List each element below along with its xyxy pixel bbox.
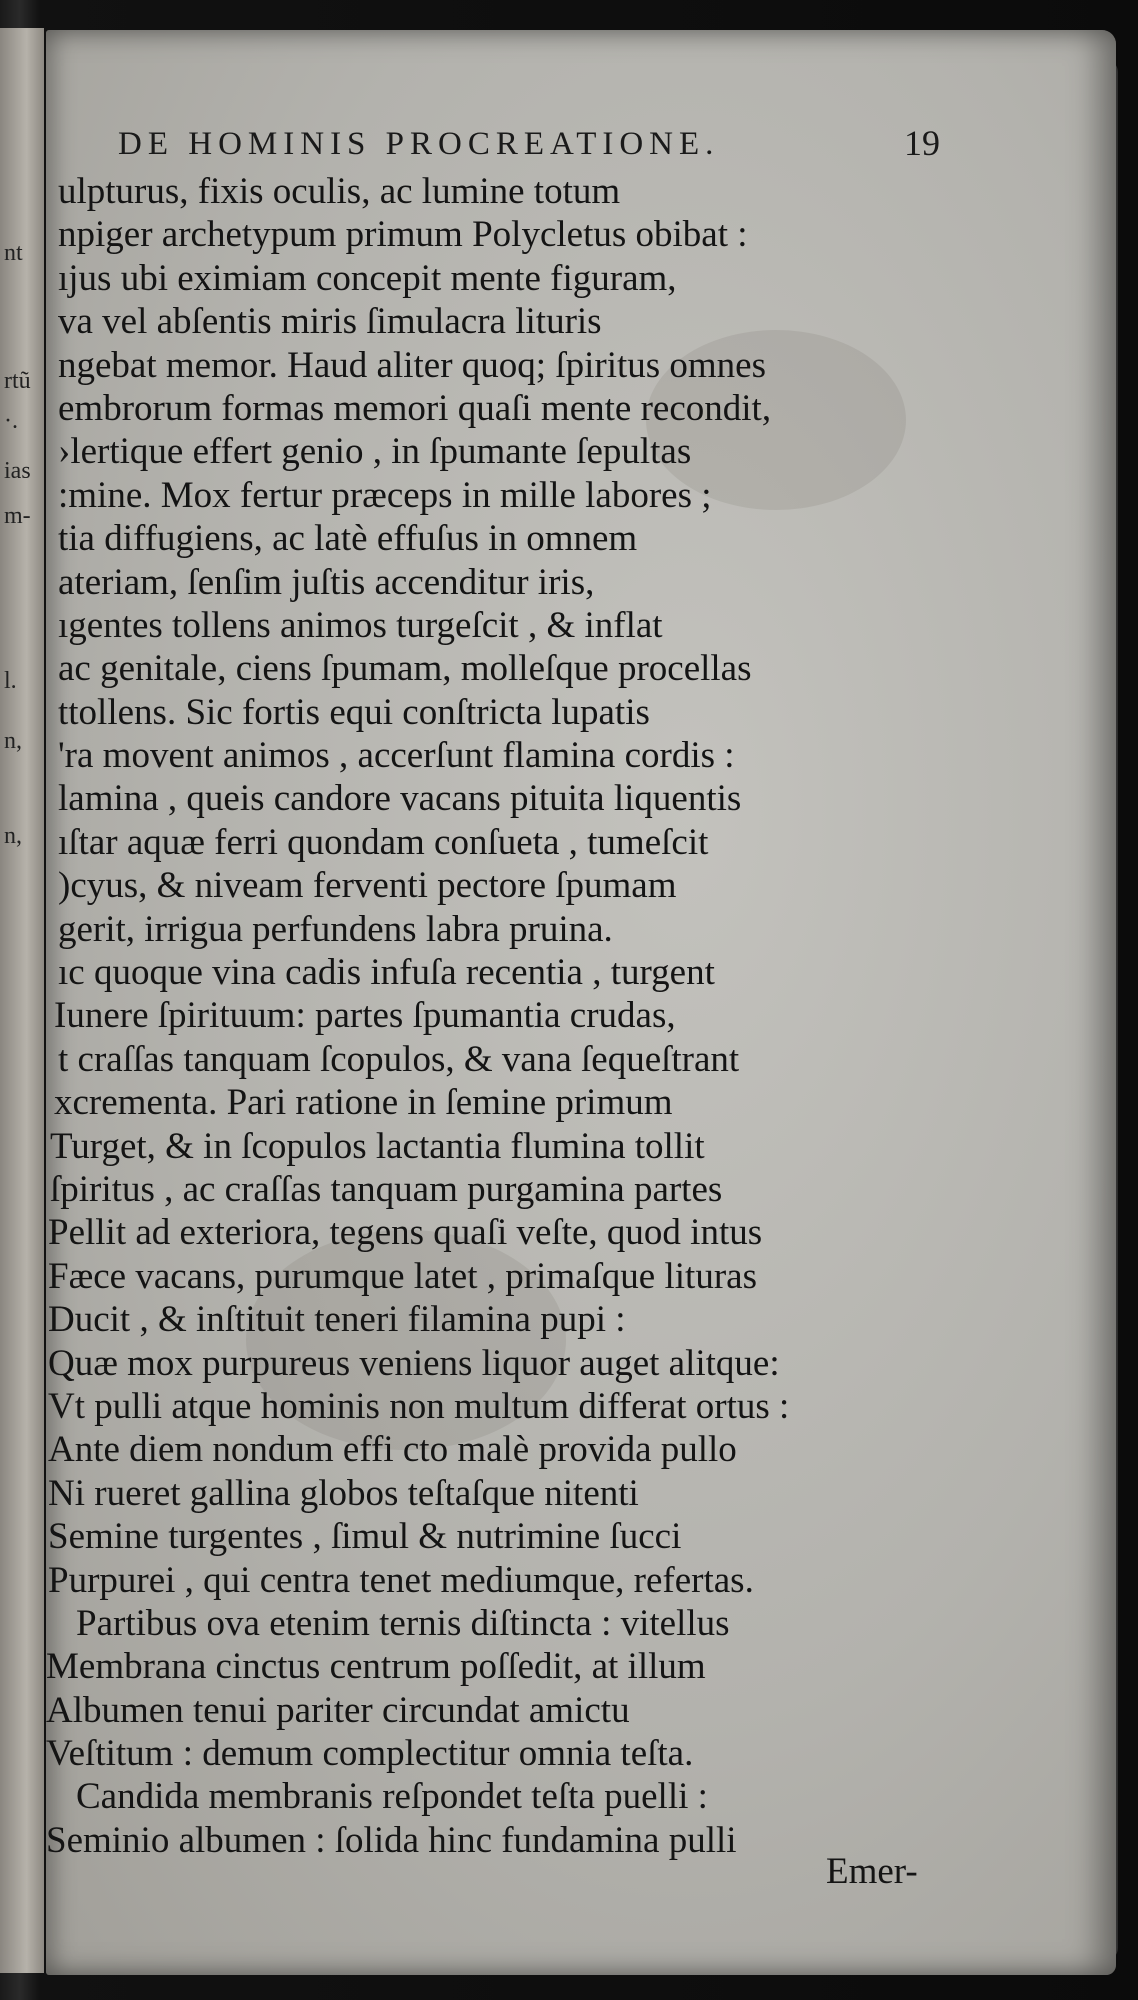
text-line: ıgentes tollens animos turgeſcit , & inflat — [58, 604, 663, 646]
text-line: Seminio albumen : ſolida hinc fundamina pulli — [46, 1819, 737, 1861]
facing-page-fragment: n, — [4, 823, 22, 849]
text-line: ac genitale, ciens ſpumam, molleſque procellas — [58, 648, 752, 690]
text-line: ıc quoque vina cadis infuſa recentia , turgent — [58, 952, 715, 994]
text-line: Ante diem nondum effi cto malè provida pullo — [48, 1429, 737, 1471]
running-head: DE HOMINIS PROCREATIONE. — [118, 126, 720, 162]
text-line: Veſtitum : demum complectitur omnia teſta. — [46, 1733, 694, 1775]
text-line: 'ra movent animos , accerſunt flamina cordis : — [58, 735, 735, 777]
facing-page-fragment: ·. — [4, 408, 18, 434]
text-line: ›lertique effert genio , in ſpumante ſepultas — [58, 431, 692, 473]
facing-page-fragment: rtũ — [4, 368, 31, 394]
text-line: Turget, & in ſcopulos lactantia flumina tollit — [50, 1125, 705, 1167]
text-line: ſpiritus , ac craſſas tanquam purgamina partes — [50, 1168, 723, 1210]
text-line: Quæ mox purpureus veniens liquor auget alitque: — [48, 1342, 780, 1384]
text-line: va vel abſentis miris ſimulacra lituris — [58, 301, 602, 343]
text-line: ıſtar aquæ ferri quondam conſueta , tumeſcit — [58, 821, 709, 863]
page-number: 19 — [904, 123, 940, 163]
text-line: )cyus, & niveam ferventi pectore ſpumam — [58, 865, 677, 907]
text-block — [46, 170, 1086, 1862]
text-line: Membrana cinctus centrum poſſedit, at illum — [46, 1646, 706, 1688]
facing-page-fragment: nt — [4, 240, 23, 266]
text-line: Fæce vacans, purumque latet , primaſque lituras — [48, 1255, 757, 1297]
text-line: ateriam, ſenſim juſtis accenditur iris, — [58, 561, 595, 603]
text-line: Iunere ſpirituum: partes ſpumantia crudas, — [54, 995, 676, 1037]
text-line: :mine. Mox fertur præceps in mille labores ; — [58, 474, 712, 516]
text-line: Ducit , & inſtituit teneri filamina pupi : — [48, 1299, 626, 1341]
text-line: Partibus ova etenim ternis diſtincta : vitellus — [76, 1602, 730, 1644]
text-line: ngebat memor. Haud aliter quoq; ſpiritus omnes — [58, 344, 767, 386]
facing-page-fragment: l. — [4, 668, 17, 694]
book-page — [46, 30, 1116, 1975]
text-line: Albumen tenui pariter circundat amictu — [46, 1689, 630, 1731]
text-line: t craſſas tanquam ſcopulos, & vana ſequeſtrant — [58, 1038, 740, 1080]
text-line: embrorum formas memori quaſi mente recondit, — [58, 387, 772, 429]
text-line: Vt pulli atque hominis non multum differat ortus : — [48, 1385, 790, 1427]
facing-page-edge — [0, 28, 44, 1973]
text-line: gerit, irrigua perfundens labra pruina. — [58, 908, 613, 950]
text-line: Semine turgentes , ſimul & nutrimine ſucci — [48, 1516, 682, 1558]
facing-page-fragment: m- — [4, 503, 31, 529]
text-line: ıjus ubi eximiam concepit mente figuram, — [58, 257, 677, 299]
text-line: tia diffugiens, ac latè effuſus in omnem — [58, 518, 638, 560]
text-line: Purpurei , qui centra tenet mediumque, refertas. — [48, 1559, 754, 1601]
text-line: Ni rueret gallina globos teſtaſque nitenti — [48, 1472, 639, 1514]
text-line: ttollens. Sic fortis equi conſtricta lupatis — [58, 691, 650, 733]
text-line: Candida membranis reſpondet teſta puelli : — [76, 1776, 708, 1818]
text-line: npiger archetypum primum Polycletus obibat : — [58, 214, 748, 256]
text-line: xcrementa. Pari ratione in ſemine primum — [54, 1082, 673, 1124]
catchword: Emer- — [826, 1851, 918, 1892]
facing-page-fragment: n, — [4, 728, 22, 754]
text-line: ulpturus, fixis oculis, ac lumine totum — [58, 171, 621, 212]
text-line: Pellit ad exteriora, tegens quaſi veſte, quod intus — [48, 1212, 763, 1254]
facing-page-fragment: ias — [4, 458, 31, 484]
text-line: lamina , queis candore vacans pituita liquentis — [58, 778, 742, 820]
